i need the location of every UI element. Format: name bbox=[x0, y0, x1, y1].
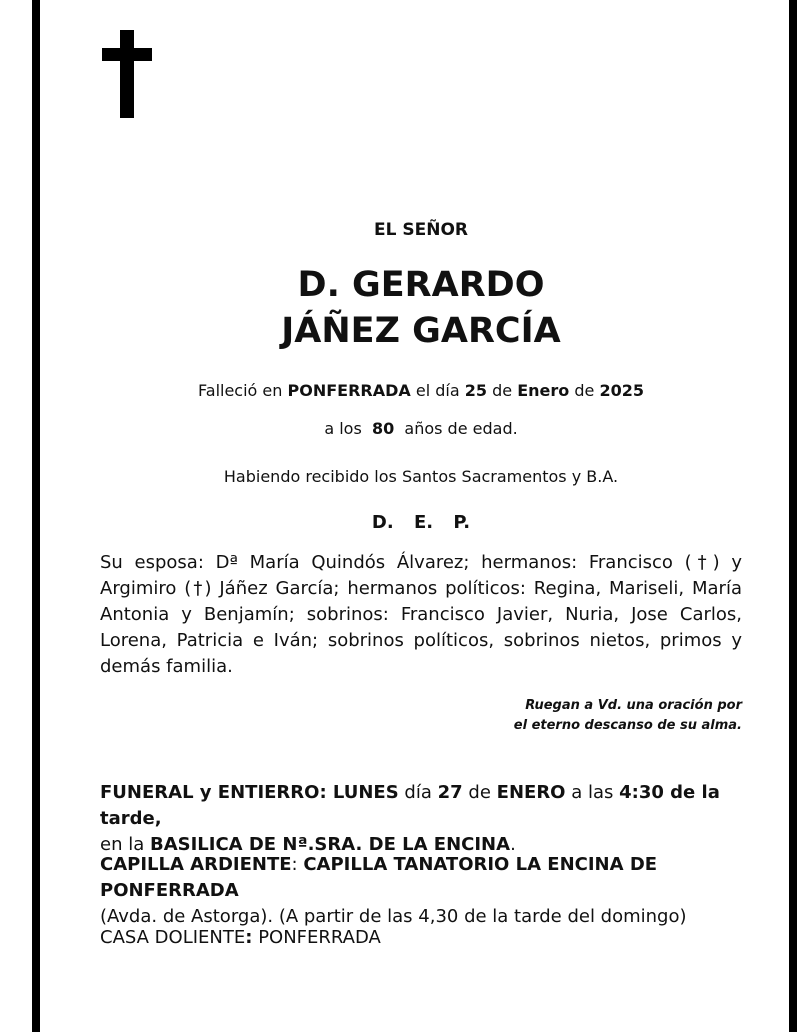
casa-info: CASA DOLIENTE: PONFERRADA bbox=[100, 927, 381, 948]
left-border bbox=[32, 0, 40, 1032]
age-value: 80 bbox=[371, 419, 395, 438]
prayer-note: Ruegan a Vd. una oración por el eterno descanso de su alma. bbox=[513, 698, 742, 733]
capilla-info: CAPILLA ARDIENTE: CAPILLA TANATORIO LA ENCINA DE PONFERRADA (Avda. de Astorga). (A partir de las 4,30 de la tarde del domingo) bbox=[100, 854, 687, 927]
header-title: EL SEÑOR bbox=[374, 220, 468, 240]
name-line-2: JÁÑEZ GARCÍA bbox=[281, 311, 561, 351]
death-month: Enero bbox=[517, 381, 570, 400]
name-line-1: D. GERARDO bbox=[297, 265, 545, 305]
dep-line: D. E. P. bbox=[371, 512, 471, 533]
deceased-name bbox=[100, 262, 742, 354]
death-day: 25 bbox=[464, 381, 487, 400]
age-line: a los 80 años de edad. bbox=[324, 419, 518, 438]
death-year: 2025 bbox=[599, 381, 644, 400]
death-line: Falleció en PONFERRADA el día 25 de Enero de 2025 bbox=[198, 381, 644, 400]
death-place: PONFERRADA bbox=[287, 381, 411, 400]
family-paragraph: Su esposa: Dª María Quindós Álvarez; hermanos: Francisco (†) y Argimiro (†) Jáñez García; hermanos políticos: Regina, Mariseli, María Antonia y Benjamín; sobrinos: Francisco Javier, Nuria, Jose Carlos, Lorena, Patricia e Iván; sobrinos políticos, sobrinos nietos, primos y demás familia. bbox=[100, 552, 742, 677]
funeral-info: FUNERAL y ENTIERRO: LUNES día 27 de ENERO a las 4:30 de la tarde, en la BASILICA DE Nª.SRA. DE LA ENCINA. bbox=[100, 782, 720, 855]
sacraments-line: Habiendo recibido los Santos Sacramentos y B.A. bbox=[223, 467, 619, 486]
cross-icon bbox=[102, 30, 152, 118]
right-border bbox=[789, 0, 797, 1032]
